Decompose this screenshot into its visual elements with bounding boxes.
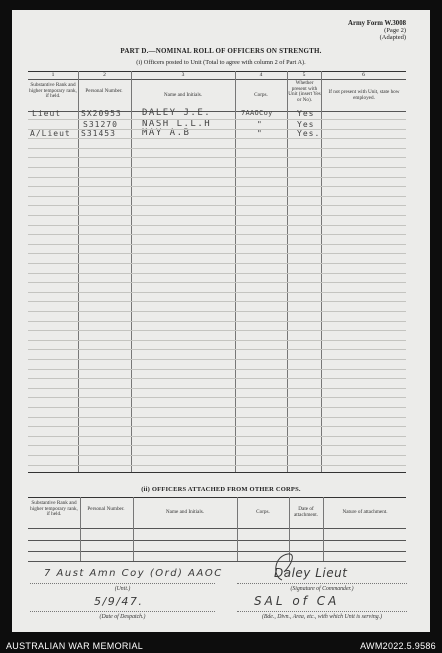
table1-ruled-line [28,292,406,293]
formation-caption: (Bde., Divn., Area, etc., with which Unit is serving.) [261,614,383,620]
table1-header-employed: If not present with Unit, state how employed. [328,89,400,101]
table1-ruled-line [28,311,406,312]
row2-name: NASH L.L.H [142,119,212,129]
table1-ruled-line [28,234,406,235]
table1-ruled-line [28,205,406,206]
section1-title: (i) Officers posted to Unit (Total to agree with column 2 of Part A). [136,59,306,66]
table1-ruled-line [28,397,406,398]
table1-ruled-line [28,225,406,226]
table1-ruled-line [28,369,406,370]
table2-row-border [28,551,406,552]
form-adapted: (Adapted) [379,34,406,41]
table1-ruled-line [28,378,406,379]
table1-ruled-line [28,119,406,120]
row2-number: S31270 [83,120,118,129]
unit-handwritten: 7 Aust Amn Coy (Ord) AAOC [44,568,223,579]
table2-col-divider [323,497,324,561]
table2-col-divider [80,497,81,561]
table2-header-border [28,528,406,529]
form-page-number: (Page 2) [384,27,406,34]
table1-ruled-line [28,244,406,245]
formation-dotted-line [237,611,407,612]
row3-corps: " [257,129,263,138]
row3-present: Yes. [297,129,321,138]
row1-present: Yes [297,109,315,118]
table1-colnum-5: 5 [302,72,306,78]
table1-ruled-line [28,138,406,139]
table1-ruled-line [28,157,406,158]
table1-ruled-line [28,263,406,264]
table1-ruled-line [28,455,406,456]
table2-top-border [28,497,406,498]
row2-corps: " [257,120,263,129]
table1-ruled-line [28,388,406,389]
table1-ruled-line [28,407,406,408]
table1-colnum-1: 1 [51,72,55,78]
footer-left: AUSTRALIAN WAR MEMORIAL [6,641,144,651]
signature-caption: (Signature of Commander.) [290,586,354,592]
table2-header-rank: Substantive Rank and higher temporary rank, if held. [30,500,78,518]
row1-rank: Lieut [32,109,62,118]
unit-dotted-line [30,583,215,584]
table2-header-number: Personal Number. [87,506,125,512]
table2-header-corps: Corps. [256,509,270,515]
table1-ruled-line [28,167,406,168]
signature-flourish-icon [262,550,322,584]
table1-ruled-line [28,349,406,350]
table1-ruled-line [28,330,406,331]
table1-ruled-line [28,148,406,149]
row2-present: Yes [297,120,315,129]
table1-ruled-line [28,426,406,427]
row3-rank: A/Lieut [30,129,71,138]
date-handwritten: 5/9/47. [94,595,144,608]
table1-ruled-line [28,359,406,360]
form-header-block [286,20,406,41]
table1-col-divider [287,71,288,472]
table2-header-name: Name and Initials. [165,509,205,515]
table2-bottom-border [28,561,406,562]
form-id: Army Form W.3008 [348,20,406,27]
part-title: PART D.—NOMINAL ROLL OF OFFICERS ON STRENGTH. [120,47,322,55]
unit-caption: (Unit.) [114,586,131,592]
table2-col-divider [133,497,134,561]
table1-colnum-6: 6 [362,72,365,78]
signature-handwritten: Daley Lieut [274,566,348,580]
table1-col-divider [78,71,79,472]
table1-col-divider [321,71,322,472]
table1-header-corps: Corps. [254,92,268,98]
row1-corps: 7AAOCoy [241,109,273,117]
table1-ruled-line [28,417,406,418]
table1-col-divider [131,71,132,472]
table1-colnum-4: 4 [259,72,263,78]
form-page [12,10,430,632]
table1-ruled-line [28,186,406,187]
table1-ruled-line [28,321,406,322]
table1-ruled-line [28,340,406,341]
table1-colnum-2: 2 [103,72,106,78]
table1-header-rank: Substantive Rank and higher temporary rank, if held. [29,82,77,100]
table2-col-divider [237,497,238,561]
row1-number: SX20953 [81,109,122,118]
table1-header-name: Name and Initials. [163,92,203,98]
table1-ruled-line [28,436,406,437]
table2-header-nature: Nature of attachment. [342,509,388,515]
table1-col-divider [235,71,236,472]
table1-ruled-line [28,445,406,446]
table1-colnum-3: 3 [181,72,185,78]
row3-number: S31453 [81,129,116,138]
row3-name: MAY A.B [142,128,191,138]
table1-number-row-border [28,79,406,80]
section2-title: (ii) OFFICERS ATTACHED FROM OTHER CORPS. [141,486,301,493]
table1-ruled-line [28,215,406,216]
table1-ruled-line [28,129,406,130]
table1-ruled-line [28,465,406,466]
table1-header-present: Whether present with Unit (insert Yes or No). [288,80,321,103]
table1-ruled-line [28,196,406,197]
table1-ruled-line [28,282,406,283]
table1-header-number: Personal Number. [85,88,123,94]
table1-ruled-line [28,273,406,274]
formation-handwritten: SAL of CA [254,594,340,608]
row1-name: DALEY J.E. [142,108,212,118]
date-dotted-line [30,611,215,612]
footer-right: AWM2022.5.9586 [360,641,436,651]
table1-bottom-border [28,472,406,473]
table1-ruled-line [28,253,406,254]
table1-ruled-line [28,177,406,178]
table2-header-date: Date of attachment. [293,506,319,518]
table2-row-border [28,540,406,541]
table1-ruled-line [28,301,406,302]
signature-dotted-line [237,583,407,584]
date-caption: (Date of Despatch.) [99,614,146,620]
